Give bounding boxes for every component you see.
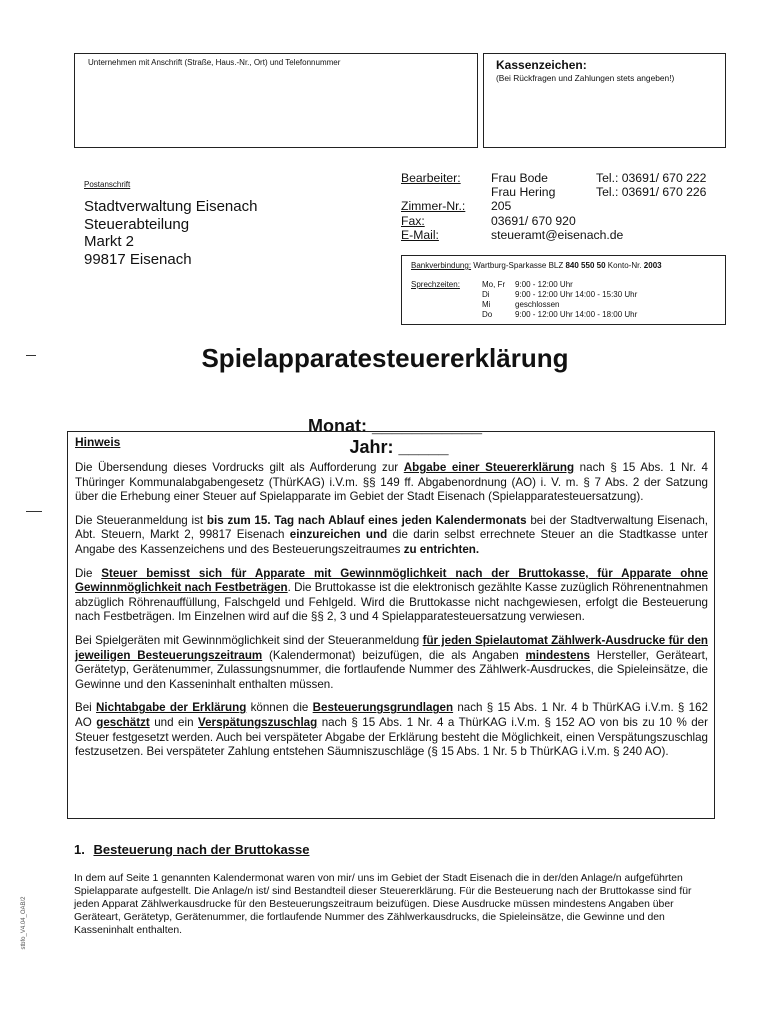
address-line-4: 99817 Eisenach [84, 250, 192, 268]
contact-person-1: Frau Bode [491, 171, 548, 185]
contact-block [401, 171, 706, 242]
fax-value: 03691/ 670 920 [491, 213, 576, 228]
hinweis-paragraph-3: Die Steuer bemisst sich für Apparate mit Gewinnmöglichkeit nach der Bruttokasse, für Apparate ohne Gewinnmöglichkeit nach Festbeträgen. Die Bruttokasse ist die elektronisch gezählte Kasse zuzüglich Röhrenentnahmen abzüglich Röhrenauffüllung, Falschgeld und Fehlgeld. Wird die Bruttokasse nicht nachgewiesen, erfolgt die Besteuerung nach Festbeträgen. Im Einzelnen wird auf die §§ 2, 3 und 4 Spielapparatesteuersatzung verwiesen. [75, 566, 709, 624]
hours-row: Di 9:00 - 12:00 Uhr 14:00 - 15:30 Uhr [482, 290, 638, 299]
bank-konto-label: Konto-Nr. [607, 261, 642, 270]
contact-person-2: Frau Hering [491, 185, 556, 200]
bank-text: Wartburg-Sparkasse BLZ [473, 261, 564, 270]
jahr-field[interactable]: Jahr: _____ [349, 437, 449, 457]
kassenzeichen-note: (Bei Rückfragen und Zahlungen stets angeben!) [496, 73, 675, 83]
hinweis-box [67, 431, 715, 819]
hinweis-heading: Hinweis [75, 435, 121, 449]
company-address-label: Unternehmen mit Anschrift (Straße, Haus.-Nr., Ort) und Telefonnummer [88, 58, 341, 67]
contact-phone-2: Tel.: 03691/ 670 226 [596, 185, 707, 200]
email-value: steueramt@eisenach.de [491, 227, 624, 242]
section-1-heading [74, 842, 309, 857]
hours-row: Mo, Fr 9:00 - 12:00 Uhr [482, 280, 573, 289]
bank-details [411, 261, 662, 270]
company-address-box [74, 53, 478, 148]
section-1-title: Besteuerung nach der Bruttokasse [93, 842, 310, 857]
section-1-text: In dem auf Seite 1 genannten Kalendermonat waren von mir/ uns im Gebiet der Stadt Eisenach die in der/den Anlage/n aufgeführten Spielapparate aufgestellt. Die Anlage/n ist/ sind Bestandteil dieser Steuererklärung. Für die Besteuerung nach der Bruttokasse sind für jeden Apparat Zählwerkausdrucke für den Besteuerungszeitraum beizufügen. Diese Ausdrucke müssen mindestens Angaben über Geräteart, Gerätetyp, Gerätenummer, die fortlaufende Nummer des Zählwerkausdrucks, die Spieleinsätze, die Gewinne und den Kasseninhalt enthalten. [74, 873, 692, 936]
bank-hours-box [401, 255, 726, 325]
form-code: stbfo_V4.04_OAB/2 [21, 896, 27, 950]
bearbeiter-label: Bearbeiter: [401, 171, 461, 185]
hours-table [482, 280, 637, 320]
recipient-address [84, 198, 257, 268]
kassenzeichen-box [483, 53, 726, 148]
hours-row: Do 9:00 - 12:00 Uhr 14:00 - 18:00 Uhr [482, 310, 638, 319]
bank-blz: 840 550 50 [565, 261, 606, 270]
hinweis-paragraph-5: Bei Nichtabgabe der Erklärung können die Besteuerungsgrundlagen nach § 15 Abs. 1 Nr. 4 b ThürKAG i.V.m. § 162 AO geschätzt und ein Verspätungszuschlag nach § 15 Abs. 1 Nr. 4 a ThürKAG i.V.m. § 152 AO von bis zu 10 % der Steuer festgesetzt werden. Auch bei verspäteter Abgabe der Erklärung besteht die Möglichkeit, einen Verspätungszuschlag festzusetzen. Bei verspäteter Zahlung entstehen Säumniszuschläge (§ 15 Abs. 1 Nr. 5 b ThürKAG i.V.m. § 240 AO). [75, 701, 708, 759]
hours-label: Sprechzeiten: [411, 280, 460, 289]
section-1-number: 1. [74, 842, 85, 857]
address-line-3: Markt 2 [84, 233, 135, 250]
zimmer-label: Zimmer-Nr.: [401, 199, 466, 214]
hinweis-paragraph-1: Die Übersendung dieses Vordrucks gilt als Aufforderung zur Abgabe einer Steuererklärung nach § 15 Abs. 1 Nr. 4 Thüringer Kommunalabgabengesetz (ThürKAG) i.V.m. §§ 149 ff. Abgabenordnung (AO) i. V. m. § 7 Abs. 2 der Satzung über die Erhebung einer Steuer auf Spielapparate im Gebiet der Stadt Eisenach (Spielapparatesteuersatzung). [75, 461, 708, 504]
fax-label: Fax: [401, 213, 425, 228]
postanschrift-label: Postanschrift [84, 180, 131, 189]
margin-mark-fold [26, 511, 42, 512]
contact-phone-1: Tel.: 03691/ 670 222 [596, 171, 707, 185]
bank-label: Bankverbindung: [411, 261, 472, 270]
address-line-2: Steuerabteilung [84, 215, 190, 233]
hours-row: Mi geschlossen [482, 300, 560, 309]
hinweis-paragraph-2: Die Steueranmeldung ist bis zum 15. Tag nach Ablauf eines jeden Kalendermonats bei der Stadtverwaltung Eisenach, Abt. Steuern, Markt 2, 99817 Eisenach einzureichen und die darin selbst errechnete Steuer an die Stadtkasse unter Angabe des Kassenzeichens und des Besteuerungszeitraumes zu entrichten. [75, 513, 708, 556]
email-label: E-Mail: [401, 227, 439, 242]
zimmer-value: 205 [491, 199, 512, 214]
page-title: Spielapparatesteuererklärung [201, 343, 569, 373]
monat-field[interactable]: Monat: ___________ [307, 416, 483, 436]
hinweis-paragraph-4: Bei Spielgeräten mit Gewinnmöglichkeit sind der Steueranmeldung für jeden Spielautomat Zählwerk-Ausdrucke für den jeweiligen Besteuerungszeitraum (Kalendermonat) beizufügen, die als Angaben mindestens Hersteller, Geräteart, Gerätetyp, Gerätenummer, Zulassungsnummer, die fortlaufende Nummer des Zählwerk-Ausdruckes, die Spieleinsätze, die Gewinne und den Kasseninhalt enthalten müssen. [75, 633, 709, 691]
kassenzeichen-title: Kassenzeichen: [496, 58, 587, 72]
bank-konto: 2003 [643, 261, 662, 270]
address-line-1: Stadtverwaltung Eisenach [84, 198, 258, 215]
